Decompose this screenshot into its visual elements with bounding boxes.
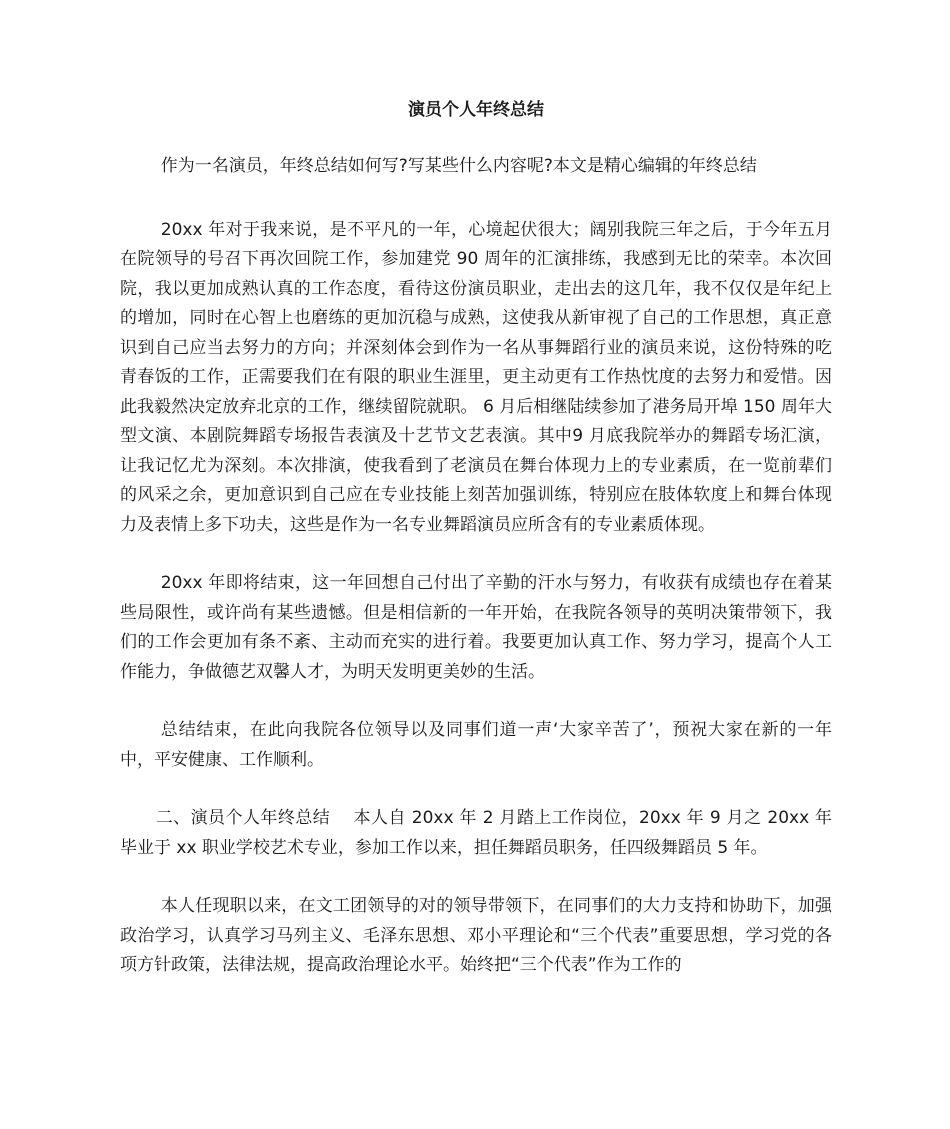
body-paragraph-3: 总结结束，在此向我院各位领导以及同事们道一声‘大家辛苦了’，预祝大家在新的一年中，平安健康、工作顺利。 [120, 720, 832, 770]
document-title: 演员个人年终总结 [408, 100, 544, 120]
body-paragraph-5: 本人任现职以来，在文工团领导的对的领导带领下，在同事们的大力支持和协助下，加强政治学习，认真学习马列主义、毛泽东思想、邓小平理论和“三个代表”重要思想，学习党的各项方针政策，法律法规，提高政治理论水平。始终把“三个代表”作为工作的 [120, 896, 832, 975]
document-page [120, 96, 832, 1010]
intro-paragraph: 作为一名演员，年终总结如何写?写某些什么内容呢?本文是精心编辑的年终总结 [160, 156, 757, 176]
body-paragraph-1: 20xx 年对于我来说，是不平凡的一年，心境起伏很大；阔别我院三年之后，于今年五月在院领导的号召下再次回院工作，参加建党 90 周年的汇演排练，我感到无比的荣幸。本次回院，我以更加成熟认真的工作态度，看待这份演员职业，走出去的这几年，我不仅仅是年纪上的增加，同时在心智上也磨练的更加沉稳与成熟，这使我从新审视了自己的工作思想，真正意识到自己应当去努力的方向；并深刻体会到作为一名从事舞蹈行业的演员来说，这份特殊的吃青春饭的工作，正需要我们在有限的职业生涯里，更主动更有工作热忱度的去努力和爱惜。因此我毅然决定放弃北京的工作，继续留院就职。 6 月后相继陆续参加了港务局开埠 150 周年大型文演、本剧院舞蹈专场报告表演及十艺节文艺表演。其中9 月底我院举办的舞蹈专场汇演，让我记忆尤为深刻。本次排演，使我看到了老演员在舞台体现力上的专业素质，在一览前辈们的风采之余，更加意识到自己应在专业技能上刻苦加强训练，特别应在肢体软度上和舞台体现力及表情上多下功夫，这些是作为一名专业舞蹈演员应所含有的专业素质体现。 [120, 219, 832, 535]
body-paragraph-2: 20xx 年即将结束，这一年回想自己付出了辛勤的汗水与努力，有收获有成绩也存在着某些局限性，或许尚有某些遗憾。但是相信新的一年开始，在我院各领导的英明决策带领下，我们的工作会更加有条不紊、主动而充实的进行着。我要更加认真工作、努力学习，提高个人工作能力，争做德艺双馨人才，为明天发明更美妙的生活。 [120, 573, 832, 682]
body-paragraph-4: 二、演员个人年终总结 本人自 20xx 年 2 月踏上工作岗位，20xx 年 9 月之 20xx 年毕业于 xx 职业学校艺术专业，参加工作以来，担任舞蹈员职务，任四级舞蹈员 5 年。 [120, 808, 832, 858]
